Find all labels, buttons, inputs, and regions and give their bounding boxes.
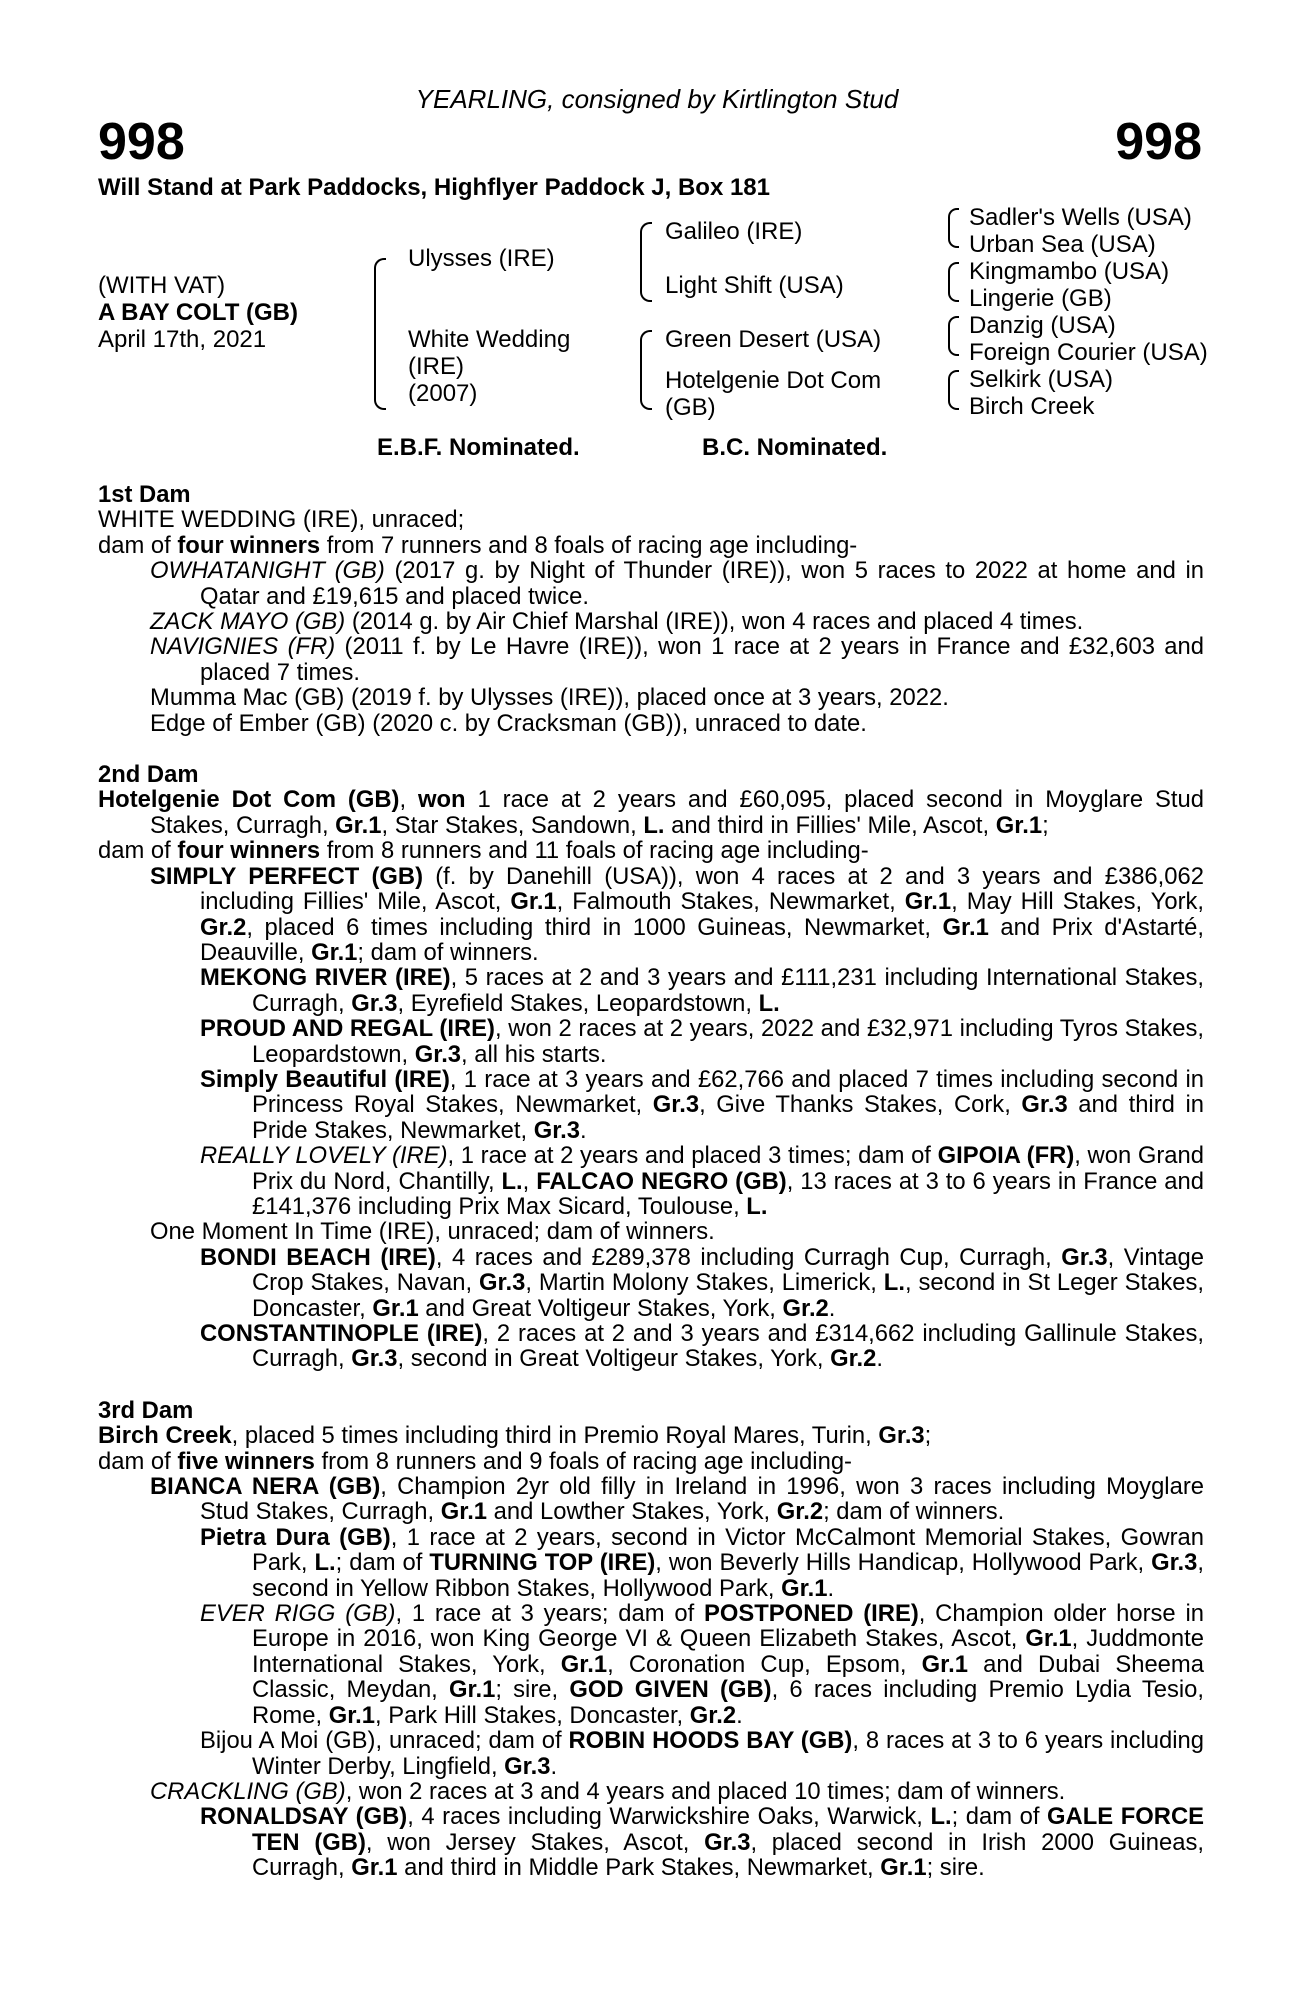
produce-entry: Mumma Mac (GB) (2019 f. by Ulysses (IRE)), placed once at 3 years, 2022.	[150, 684, 949, 712]
produce-entry: BONDI BEACH (IRE), 4 races and £289,378 including Curragh Cup, Curragh, Gr.3, Vintage Crop Stakes, Navan, Gr.3, Martin Molony Stakes, Limerick, L., second in St Leger Stakes, Doncaster, Gr.1 and Great Voltigeur Stakes, York, Gr.2.	[200, 1243, 1204, 1322]
lot-number-left: 998	[98, 113, 185, 171]
section-heading-3rd-dam: 3rd Dam	[98, 1396, 194, 1424]
dam2-line: Hotelgenie Dot Com (GB), won 1 race at 2 years and £60,095, placed second in Moyglare Stud Stakes, Curragh, Gr.1, Star Stakes, Sandown, L. and third in Fillies' Mile, Ascot, Gr.1;	[98, 786, 1204, 839]
dam-line-3: (2007)	[408, 380, 478, 407]
produce-entry: REALLY LOVELY (IRE), 1 race at 2 years and placed 3 times; dam of GIPOIA (FR), won Grand Prix du Nord, Chantilly, L., FALCAO NEGRO (GB), 13 races at 3 to 6 years in France and £141,376 including Prix Max Sicard, Toulouse, L.	[200, 1142, 1205, 1220]
produce-entry: BIANCA NERA (GB), Champion 2yr old filly in Ireland in 1996, won 3 races including Moyglare Stud Stakes, Curragh, Gr.1 and Lowther Stakes, York, Gr.2; dam of winners.	[150, 1473, 1204, 1526]
sd-dam: Lingerie (GB)	[969, 285, 1112, 312]
produce-entry: RONALDSAY (GB), 4 races including Warwickshire Oaks, Warwick, L.; dam of GALE FORCE TEN (GB), won Jersey Stakes, Ascot, Gr.3, placed second in Irish 2000 Guineas, Curragh, Gr.1 and third in Middle Park Stakes, Newmarket, Gr.1; sire.	[200, 1803, 1205, 1882]
dam-line-1: White Wedding	[408, 326, 571, 353]
sire-of-dam: Green Desert (USA)	[665, 326, 882, 353]
pedigree-brace-2b	[640, 330, 652, 410]
produce-entry: Bijou A Moi (GB), unraced; dam of ROBIN HOODS BAY (GB), 8 races at 3 to 6 years including Winter Derby, Lingfield, Gr.3.	[200, 1727, 1204, 1780]
foaling-date: April 17th, 2021	[98, 326, 267, 353]
produce-entry: PROUD AND REGAL (IRE), won 2 races at 2 years, 2022 and £32,971 including Tyros Stakes, Leopardstown, Gr.3, all his starts.	[200, 1015, 1204, 1068]
stand-location: Will Stand at Park Paddocks, Highflyer Paddock J, Box 181	[98, 174, 770, 201]
produce-entry: CRACKLING (GB), won 2 races at 3 and 4 years and placed 10 times; dam of winners.	[150, 1777, 1066, 1805]
produce-entry: NAVIGNIES (FR) (2011 f. by Le Havre (IRE)), won 1 race at 2 years in France and £32,603 and placed 7 times.	[150, 633, 1204, 686]
horse-name: A BAY COLT (GB)	[98, 299, 299, 326]
produce-entry: OWHATANIGHT (GB) (2017 g. by Night of Thunder (IRE)), won 5 races to 2022 at home and in Qatar and £19,615 and placed twice.	[150, 557, 1205, 610]
dam3-produce-summary: dam of five winners from 8 runners and 9 foals of racing age including-	[98, 1447, 852, 1475]
produce-entry: CONSTANTINOPLE (IRE), 2 races at 2 and 3 years and £314,662 including Gallinule Stakes, Curragh, Gr.3, second in Great Voltigeur Stakes, York, Gr.2.	[200, 1320, 1205, 1373]
dam1-produce-summary: dam of four winners from 7 runners and 8 foals of racing age including-	[98, 531, 858, 559]
produce-entry: One Moment In Time (IRE), unraced; dam of winners.	[150, 1218, 715, 1246]
dd-dam: Birch Creek	[969, 393, 1095, 420]
produce-entry: EVER RIGG (GB), 1 race at 3 years; dam of POSTPONED (IRE), Champion older horse in Europe in 2016, won King George VI & Queen Elizabeth Stakes, Ascot, Gr.1, Juddmonte International Stakes, York, Gr.1, Coronation Cup, Epsom, Gr.1 and Dubai Sheema Classic, Meydan, Gr.1; sire, GOD GIVEN (GB), 6 races including Premio Lydia Tesio, Rome, Gr.1, Park Hill Stakes, Doncaster, Gr.2.	[200, 1600, 1204, 1729]
section-heading-2nd-dam: 2nd Dam	[98, 761, 199, 789]
pedigree-brace-3c	[948, 316, 959, 356]
produce-entry: SIMPLY PERFECT (GB) (f. by Danehill (USA)), won 4 races at 2 and 3 years and £386,062 including Fillies' Mile, Ascot, Gr.1, Falmouth Stakes, Newmarket, Gr.1, May Hill Stakes, York, Gr.2, placed 6 times including third in 1000 Guineas, Newmarket, Gr.1 and Prix d'Astarté, Deauville, Gr.1; dam of winners.	[150, 862, 1205, 966]
produce-entry: ZACK MAYO (GB) (2014 g. by Air Chief Marshal (IRE)), won 4 races and placed 4 times.	[150, 608, 1084, 636]
produce-entry: Pietra Dura (GB), 1 race at 2 years, second in Victor McCalmont Memorial Stakes, Gowran Park, L.; dam of TURNING TOP (IRE), won Beverly Hills Handicap, Hollywood Park, Gr.3, second in Yellow Ribbon Stakes, Hollywood Park, Gr.1.	[200, 1523, 1205, 1602]
sire: Ulysses (IRE)	[408, 245, 555, 272]
bc-nomination: B.C. Nominated.	[702, 434, 888, 461]
pedigree-brace-2a	[640, 222, 652, 302]
dam-of-dam-line-1: Hotelgenie Dot Com	[665, 367, 882, 394]
sire-of-sire: Galileo (IRE)	[665, 218, 803, 245]
pedigree-brace-3b	[948, 262, 959, 302]
ss-dam: Urban Sea (USA)	[969, 231, 1156, 258]
lot-number-right: 998	[1115, 113, 1202, 171]
ds-sire: Danzig (USA)	[969, 312, 1116, 339]
pedigree-brace-1	[374, 258, 386, 410]
pedigree-brace-3a	[948, 208, 959, 248]
dd-sire: Selkirk (USA)	[969, 366, 1114, 393]
produce-entry: MEKONG RIVER (IRE), 5 races at 2 and 3 years and £111,231 including International Stakes, Curragh, Gr.3, Eyrefield Stakes, Leopardstown, L.	[200, 964, 1204, 1017]
dam1-line: WHITE WEDDING (IRE), unraced;	[98, 506, 465, 534]
ds-dam: Foreign Courier (USA)	[969, 339, 1208, 366]
ss-sire: Sadler's Wells (USA)	[969, 204, 1192, 231]
catalogue-body	[98, 482, 1204, 1881]
dam3-line: Birch Creek, placed 5 times including third in Premio Royal Mares, Turin, Gr.3;	[98, 1422, 932, 1450]
produce-entry: Simply Beautiful (IRE), 1 race at 3 years and £62,766 and placed 7 times including second in Princess Royal Stakes, Newmarket, Gr.3, Give Thanks Stakes, Cork, Gr.3 and third in Pride Stakes, Newmarket, Gr.3.	[200, 1065, 1204, 1144]
ebf-nomination: E.B.F. Nominated.	[377, 434, 580, 461]
dam2-produce-summary: dam of four winners from 8 runners and 11 foals of racing age including-	[98, 837, 869, 865]
produce-entry: Edge of Ember (GB) (2020 c. by Cracksman (GB)), unraced to date.	[150, 709, 867, 737]
consignment-line: YEARLING, consigned by Kirtlington Stud	[415, 84, 899, 114]
dam-of-dam-line-2: (GB)	[665, 394, 716, 421]
dam-line-2: (IRE)	[408, 353, 464, 380]
section-heading-1st-dam: 1st Dam	[98, 481, 191, 508]
dam-of-sire: Light Shift (USA)	[665, 272, 844, 299]
sd-sire: Kingmambo (USA)	[969, 258, 1170, 285]
vat-note: (WITH VAT)	[98, 272, 226, 299]
pedigree-brace-3d	[948, 370, 959, 410]
